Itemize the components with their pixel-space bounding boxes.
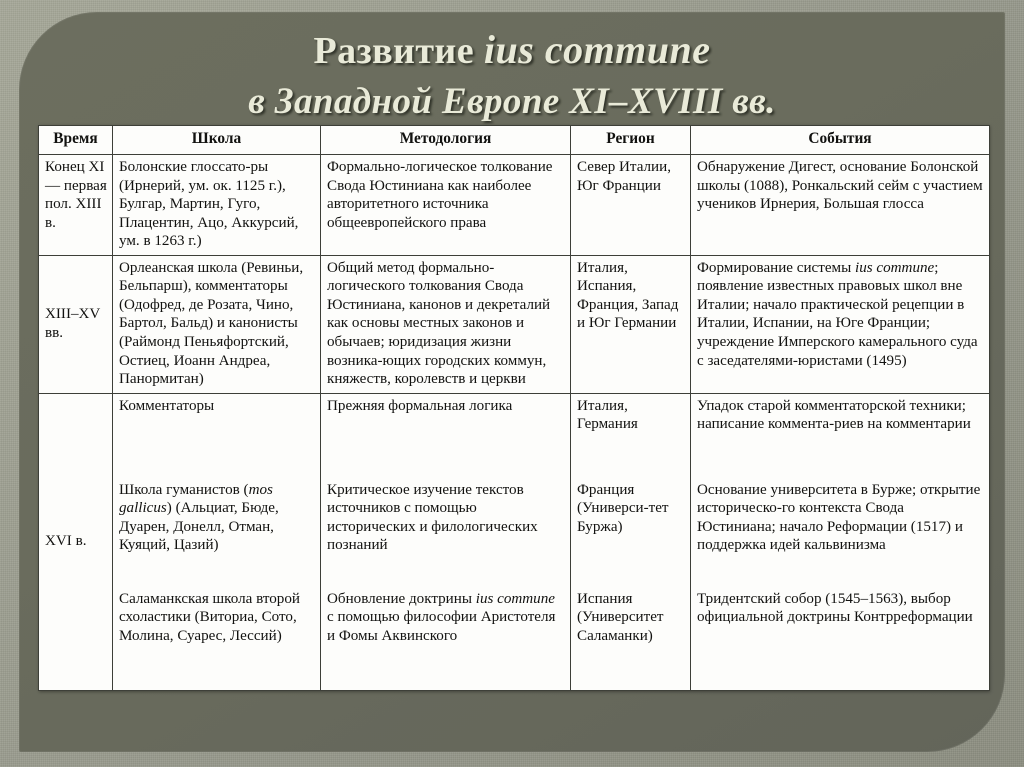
cell-events-row3-block3: Тридентский собор (1545–1563), выбор официальной доктрины Контрреформации xyxy=(697,590,973,626)
cell-method-row2: Общий метод формально-логического толкования Свода Юстиниана, канонов и декреталий как основы местных законов и обычаев; юридизация жизни возника-ющих городских коммун, княжеств, королевств и церкви xyxy=(321,255,571,393)
cell-events-row3-block1: Упадок старой комментаторской техники; написание коммента-риев на комментарии xyxy=(697,397,971,433)
title-line-1-prefix: Развитие xyxy=(313,30,484,72)
events-row2-italic: ius commune xyxy=(855,259,935,276)
cell-time-row1: Конец XI — первая пол. XIII в. xyxy=(39,154,113,255)
method-block3-italic: ius commune xyxy=(475,590,555,607)
cell-school-row3-block3: Саламанкская школа второй схоластики (Виториа, Сото, Молина, Суарес, Лессий) xyxy=(119,590,300,644)
cell-time-row2: XIII–XV вв. xyxy=(39,255,113,393)
cell-region-row3 xyxy=(571,393,691,690)
slide-panel xyxy=(19,12,1005,752)
cell-region-row1: Север Италии, Юг Франции xyxy=(571,154,691,255)
cell-school-row3 xyxy=(113,393,321,690)
cell-method-row3-block3 xyxy=(321,587,570,690)
cell-events-row3 xyxy=(691,393,990,690)
school-block2-prefix: Школа гуманистов ( xyxy=(119,481,249,498)
title-line-2: в Западной Европе XI–XVIII вв. xyxy=(248,80,776,122)
cell-region-row3-block1: Италия, Германия xyxy=(577,397,638,433)
cell-school-row3-block2 xyxy=(113,478,320,587)
school-block2-italic: mos gallicus xyxy=(119,481,273,517)
column-header-events: События xyxy=(691,126,990,155)
column-header-region: Регион xyxy=(571,126,691,155)
column-header-time: Время xyxy=(39,126,113,155)
cell-school-row3-block1: Комментаторы xyxy=(119,397,215,414)
column-header-method: Методология xyxy=(321,126,571,155)
cell-events-row3-block2: Основание университета в Бурже; открытие историческо-го контекста Свода Юстиниана; начало Реформации (1517) и поддержка идей кальвинизма xyxy=(697,481,981,554)
cell-region-row3-block3: Испания (Университет Саламанки) xyxy=(577,590,664,644)
school-block2-suffix: ) (Альциат, Бюде, Дуарен, Донелл, Отман, Куяций, Цазий) xyxy=(119,500,279,554)
cell-events-row1: Обнаружение Дигест, основание Болонской школы (1088), Ронкальский сейм с участием учеников Ирнерия, Большая глосса xyxy=(691,154,990,255)
cell-time-row3: XVI в. xyxy=(39,393,113,690)
method-block3-suffix: с помощью философии Аристотеля и Фомы Аквинского xyxy=(327,609,556,644)
cell-events-row2 xyxy=(691,255,990,393)
cell-method-row3 xyxy=(321,393,571,690)
method-block3-prefix: Обновление доктрины xyxy=(327,590,476,607)
cell-school-row2: Орлеанская школа (Ревиньи, Бельпарш), комментаторы (Одофред, де Розата, Чино, Бартол, Бальд) и канонисты (Раймонд Пеньяфортский, Остиец, Иоанн Андреа, Панормитан) xyxy=(113,255,321,393)
cell-region-row2: Италия, Испания, Франция, Запад и Юг Германии xyxy=(571,255,691,393)
column-header-school: Школа xyxy=(113,126,321,155)
events-row2-suffix: ; появление известных правовых школ вне Италии; начало практической рецепции в Италии, Испании, на Юге Франции; учреждение Имперского камерального суда с заседателями-юристами (1495) xyxy=(697,259,978,369)
table-row xyxy=(39,393,990,690)
table-row xyxy=(39,154,990,255)
cell-region-row3-block2: Франция (Универси-тет Буржа) xyxy=(577,481,669,535)
cell-method-row1: Формально-логическое толкование Свода Юстиниана как наиболее авторитетного источника общеевропейского права xyxy=(321,154,571,255)
cell-school-row1: Болонские глоссато-ры (Ирнерий, ум. ок. 1125 г.), Булгар, Мартин, Гуго, Плацентин, Ацо, Аккурсий, ум. в 1263 г.) xyxy=(113,154,321,255)
cell-method-row3-block2: Критическое изучение текстов источников с помощью исторических и филологических познаний xyxy=(327,481,538,554)
cell-method-row3-block1: Прежняя формальная логика xyxy=(327,397,513,414)
ius-commune-table xyxy=(38,125,990,691)
events-row2-prefix: Формирование системы xyxy=(697,259,856,276)
table-container xyxy=(38,125,989,691)
title-line-1 xyxy=(19,26,1005,74)
table-row xyxy=(39,255,990,393)
slide-title xyxy=(19,26,1005,123)
table-header-row xyxy=(39,126,990,155)
title-line-1-italic: ius commune xyxy=(483,27,711,72)
